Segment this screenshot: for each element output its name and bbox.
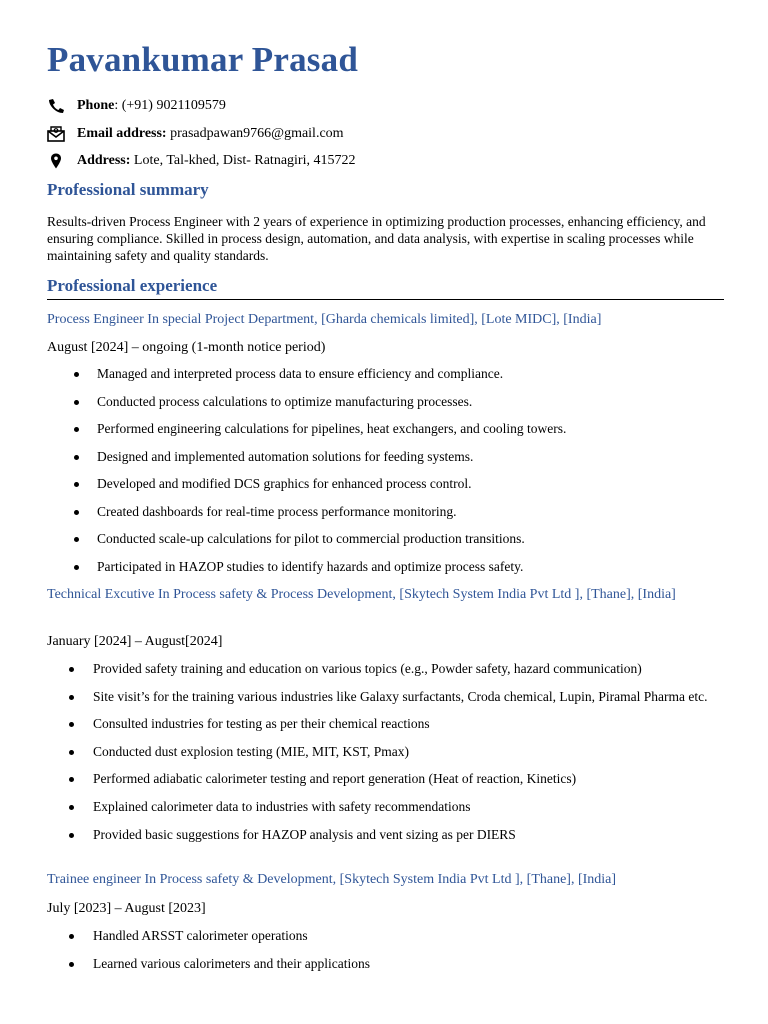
bullet-dot	[74, 427, 79, 432]
phone-label: Phone	[77, 98, 115, 113]
job-title: Trainee engineer In Process safety & Development, [Skytech System India Pvt Ltd ], [Thane], [India]	[47, 872, 617, 887]
list-item	[69, 688, 724, 706]
bullet-dot	[74, 565, 79, 570]
phone-value: : (+91) 9021109579	[114, 98, 226, 113]
job-title: Technical Excutive In Process safety & Process Development, [Skytech System India Pvt Ltd ], [Thane], [India]	[47, 587, 676, 602]
list-item	[69, 826, 724, 844]
list-item	[69, 955, 724, 973]
bullet-text: Performed adiabatic calorimeter testing and report generation (Heat of reaction, Kinetics)	[93, 771, 577, 787]
list-item	[69, 715, 724, 733]
list-item	[74, 448, 724, 466]
bullet-dot	[69, 934, 74, 939]
list-item	[69, 927, 724, 945]
bullet-text: Managed and interpreted process data to ensure efficiency and compliance.	[97, 366, 504, 381]
summary-text: Results-driven Process Engineer with 2 years of experience in optimizing production processes, enhancing efficiency, and ensuring compliance. Skilled in process design, automation, and data analysis, with expertise in scaling processes while maintaining safety and quality standards.	[47, 214, 706, 263]
experience-heading: Professional experience	[47, 276, 218, 295]
bullet-text: Conducted dust explosion testing (MIE, MIT, KST, Pmax)	[93, 743, 409, 759]
list-item	[74, 393, 724, 411]
list-item	[74, 530, 724, 548]
bullet-text: Handled ARSST calorimeter operations	[93, 928, 308, 943]
phone-icon	[47, 98, 65, 114]
bullet-dot	[69, 695, 74, 700]
job-title: Process Engineer In special Project Department, [Gharda chemicals limited], [Lote MIDC], [India]	[47, 312, 602, 327]
list-item	[74, 365, 724, 383]
candidate-name: Pavankumar Prasad	[47, 40, 358, 79]
bullet-dot	[69, 962, 74, 967]
bullet-text: Developed and modified DCS graphics for enhanced process control.	[97, 476, 472, 491]
bullet-dot	[69, 750, 74, 755]
list-item	[69, 743, 724, 761]
bullet-dot	[69, 667, 74, 672]
list-item	[74, 503, 724, 521]
bullet-text: Created dashboards for real-time process performance monitoring.	[97, 503, 457, 519]
bullet-dot	[74, 400, 79, 405]
bullet-text: Performed engineering calculations for pipelines, heat exchangers, and cooling towers.	[97, 421, 567, 436]
bullet-dot	[69, 805, 74, 810]
bullet-text: Explained calorimeter data to industries with safety recommendations	[93, 799, 471, 814]
bullet-dot	[69, 833, 74, 838]
bullet-dot	[74, 372, 79, 377]
address-value: Lote, Tal-khed, Dist- Ratnagiri, 415722	[130, 153, 356, 168]
bullet-dot	[74, 537, 79, 542]
bullet-dot	[74, 510, 79, 515]
job-dates: January [2024] – August[2024]	[47, 634, 223, 649]
list-item	[74, 558, 724, 576]
envelope-icon	[47, 126, 65, 142]
bullet-text: Learned various calorimeters and their applications	[93, 956, 371, 971]
list-item	[74, 420, 724, 438]
bullet-text: Provided basic suggestions for HAZOP analysis and vent sizing as per DIERS	[93, 826, 516, 842]
map-pin-icon	[47, 153, 65, 169]
job-dates: July [2023] – August [2023]	[47, 901, 206, 916]
summary-heading: Professional summary	[47, 180, 209, 199]
bullet-dot	[69, 777, 74, 782]
bullet-text: Designed and implemented automation solutions for feeding systems.	[97, 448, 474, 464]
bullet-text: Participated in HAZOP studies to identify hazards and optimize process safety.	[97, 558, 524, 574]
bullet-dot	[69, 722, 74, 727]
list-item	[69, 798, 724, 816]
email-label: Email address:	[77, 126, 167, 141]
bullet-text: Conducted scale-up calculations for pilot to commercial production transitions.	[97, 531, 525, 546]
email-value: prasadpawan9766@gmail.com	[166, 126, 344, 141]
list-item	[69, 770, 724, 788]
bullet-text: Site visit’s for the training various industries like Galaxy surfactants, Croda chemical, Lupin, Piramal Pharma etc.	[93, 688, 708, 704]
address-label: Address:	[77, 153, 131, 168]
job-dates: August [2024] – ongoing (1-month notice period)	[47, 340, 326, 355]
section-divider	[47, 299, 724, 300]
bullet-text: Provided safety training and education on various topics (e.g., Powder safety, hazard communication)	[93, 661, 642, 676]
bullet-text: Consulted industries for testing as per their chemical reactions	[93, 716, 430, 732]
bullet-text: Conducted process calculations to optimize manufacturing processes.	[97, 393, 473, 409]
bullet-dot	[74, 455, 79, 460]
list-item	[74, 475, 724, 493]
list-item	[69, 660, 724, 678]
bullet-dot	[74, 482, 79, 487]
